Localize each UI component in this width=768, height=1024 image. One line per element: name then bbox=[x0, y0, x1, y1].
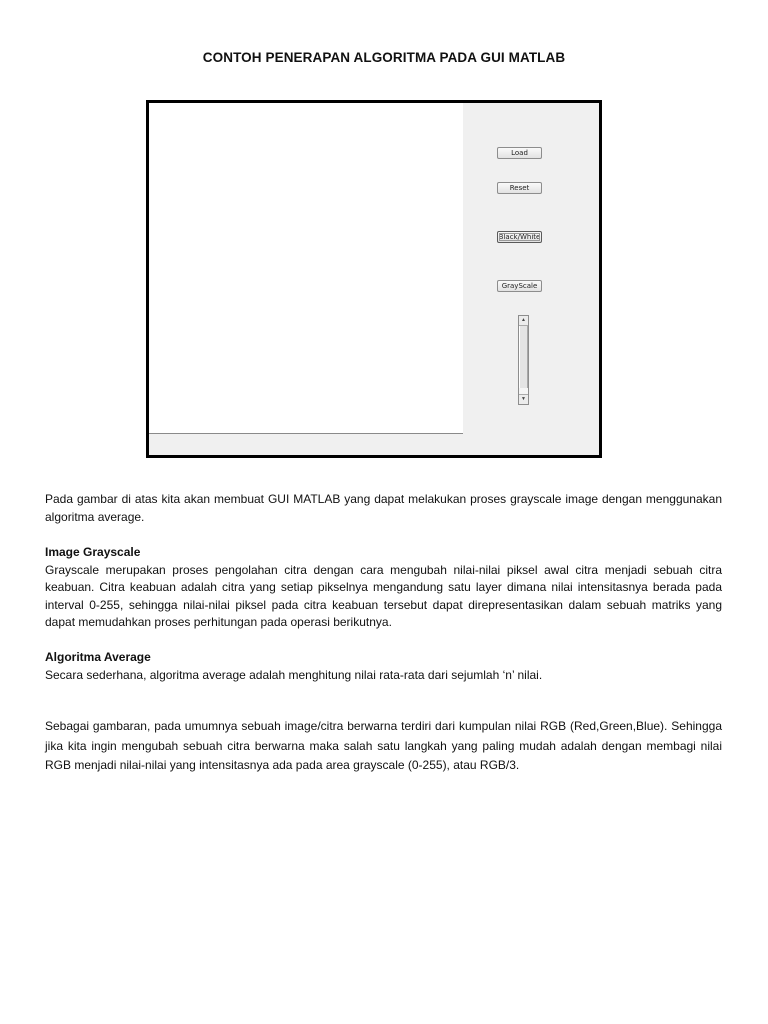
rgb-paragraph: Sebagai gambaran, pada umumnya sebuah image/citra berwarna terdiri dari kumpulan nilai RGB (Red,Green,Blue). Sehingga jika kita ingin mengubah sebuah citra berwarna maka salah satu langkah yang paling mudah adalah dengan membagi nilai RGB menjadi nilai-nilai yang intensitasnya ada pada area grayscale (0-255), atau RGB/3. bbox=[45, 719, 722, 772]
grayscale-heading: Image Grayscale bbox=[45, 545, 141, 559]
load-button[interactable]: Load bbox=[497, 147, 542, 159]
rgb-section bbox=[45, 717, 722, 776]
grayscale-section bbox=[45, 544, 722, 632]
image-axes bbox=[149, 103, 463, 434]
average-paragraph: Secara sederhana, algoritma average adalah menghitung nilai rata-rata dari sejumlah ‘n’ nilai. bbox=[45, 667, 543, 682]
slider-up-arrow-icon[interactable]: ▲ bbox=[519, 316, 528, 326]
reset-button[interactable]: Reset bbox=[497, 182, 542, 194]
slider-down-arrow-icon[interactable]: ▼ bbox=[519, 394, 528, 404]
intro-paragraph: Pada gambar di atas kita akan membuat GUI MATLAB yang dapat melakukan proses grayscale image dengan menggunakan algoritma average. bbox=[45, 492, 722, 524]
vertical-slider[interactable] bbox=[518, 315, 529, 405]
intro-paragraph-block bbox=[45, 491, 722, 526]
grayscale-button[interactable]: GrayScale bbox=[497, 280, 542, 292]
document-title: CONTOH PENERAPAN ALGORITMA PADA GUI MATLAB bbox=[202, 50, 566, 65]
slider-thumb[interactable] bbox=[519, 326, 528, 388]
average-heading: Algoritma Average bbox=[45, 650, 151, 664]
average-section bbox=[45, 649, 722, 684]
grayscale-paragraph: Grayscale merupakan proses pengolahan citra dengan cara mengubah nilai-nilai piksel awal citra menjadi sebuah citra keabuan. Citra keabuan adalah citra yang setiap pikselnya mengandung satu layer dimana nilai intensitasnya berada pada interval 0-255, sehingga nilai-nilai piksel pada citra keabuan tersebut dapat direpresentasikan dalam sebuah matriks yang dapat memudahkan proses perhitungan pada operasi berikutnya. bbox=[45, 562, 722, 629]
matlab-gui-figure bbox=[146, 100, 602, 458]
black-white-button[interactable]: Black/White bbox=[498, 233, 541, 241]
